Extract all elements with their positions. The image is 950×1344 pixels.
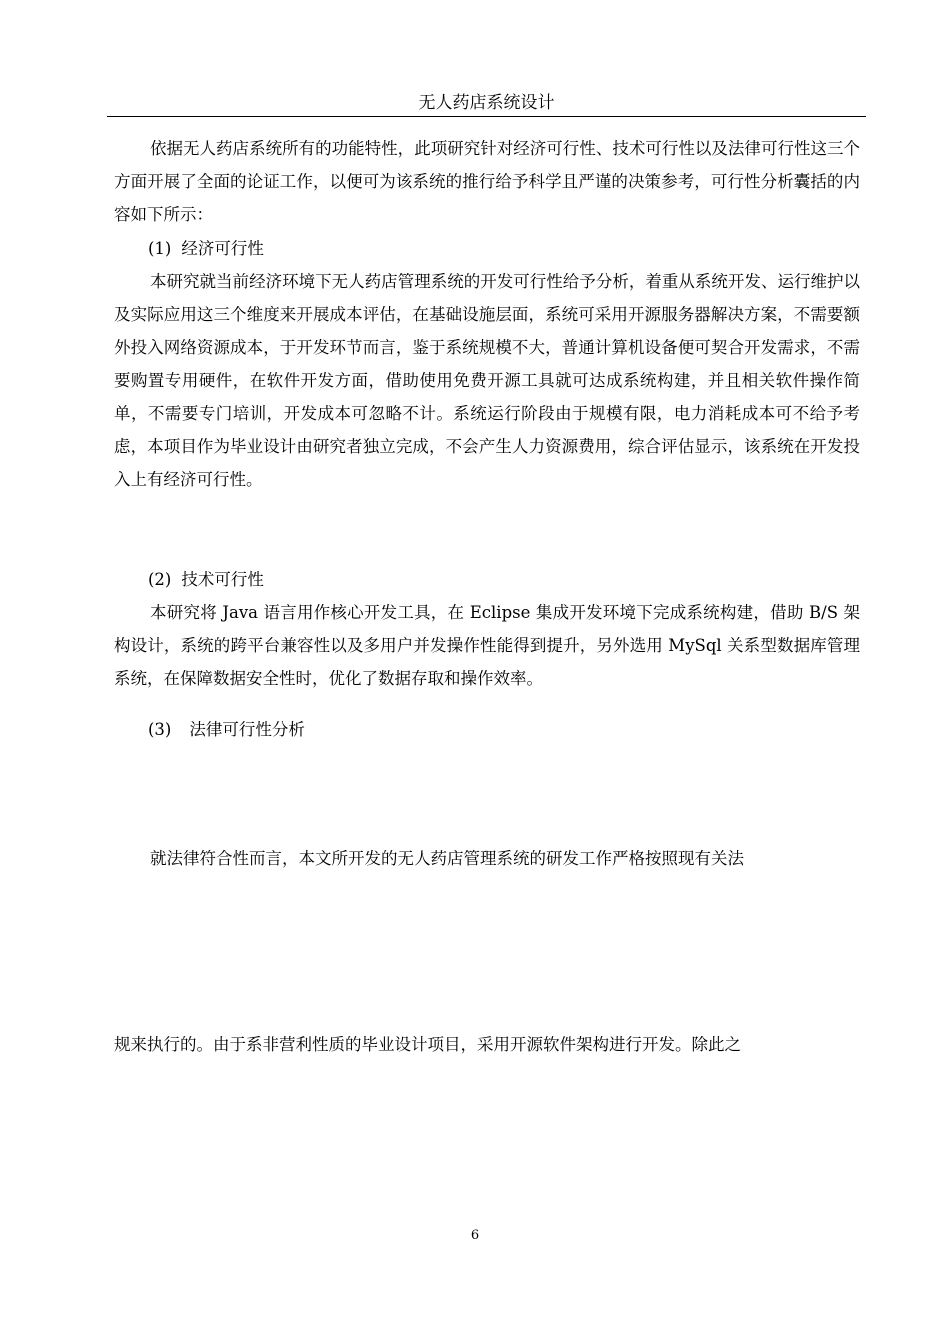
section-number: (1) — [148, 239, 172, 258]
legal-line-2: 规来执行的。由于系非营利性质的毕业设计项目，采用开源软件架构进行开发。除此之 — [114, 1035, 741, 1054]
section-label: 经济可行性 — [181, 239, 264, 258]
legal-line-1: 就法律符合性而言，本文所开发的无人药店管理系统的研发工作严格按照现有关法 — [150, 849, 744, 868]
section-heading-economic — [148, 232, 264, 265]
page-number: 6 — [470, 1228, 480, 1243]
section-heading-legal — [148, 713, 305, 746]
section-heading-technical — [148, 563, 264, 596]
section-number: (3) — [148, 720, 172, 739]
economic-paragraph: 本研究就当前经济环境下无人药店管理系统的开发可行性给予分析，着重从系统开发、运行维护以及实际应用这三个维度来开展成本评估，在基础设施层面，系统可采用开源服务器解决方案，不需要额外投入网络资源成本，于开发环节而言，鉴于系统规模不大，普通计算机设备便可契合开发需求，不需要购置专用硬件，在软件开发方面，借助使用免费开源工具就可达成系统构建，并且相关软件操作简单，不需要专门培训，开发成本可忽略不计。系统运行阶段由于规模有限，电力消耗成本可不给予考虑，本项目作为毕业设计由研究者独立完成，不会产生人力资源费用，综合评估显示，该系统在开发投入上有经济可行性。 — [114, 272, 860, 489]
intro-paragraph: 依据无人药店系统所有的功能特性，此项研究针对经济可行性、技术可行性以及法律可行性这三个方面开展了全面的论证工作，以便可为该系统的推行给予科学且严谨的决策参考，可行性分析囊括的内容如下所示： — [114, 139, 860, 224]
technical-paragraph: 本研究将 Java 语言用作核心开发工具，在 Eclipse 集成开发环境下完成系统构建，借助 B/S 架构设计，系统的跨平台兼容性以及多用户并发操作性能得到提升，另外选用 MySql 关系型数据库管理系统，在保障数据安全性时，优化了数据存取和操作效率。 — [114, 603, 860, 688]
section-label: 法律可行性分析 — [189, 720, 305, 739]
running-header: 无人药店系统设计 — [418, 93, 555, 113]
section-number: (2) — [148, 570, 172, 589]
section-label: 技术可行性 — [181, 570, 264, 589]
header-rule — [107, 116, 866, 117]
